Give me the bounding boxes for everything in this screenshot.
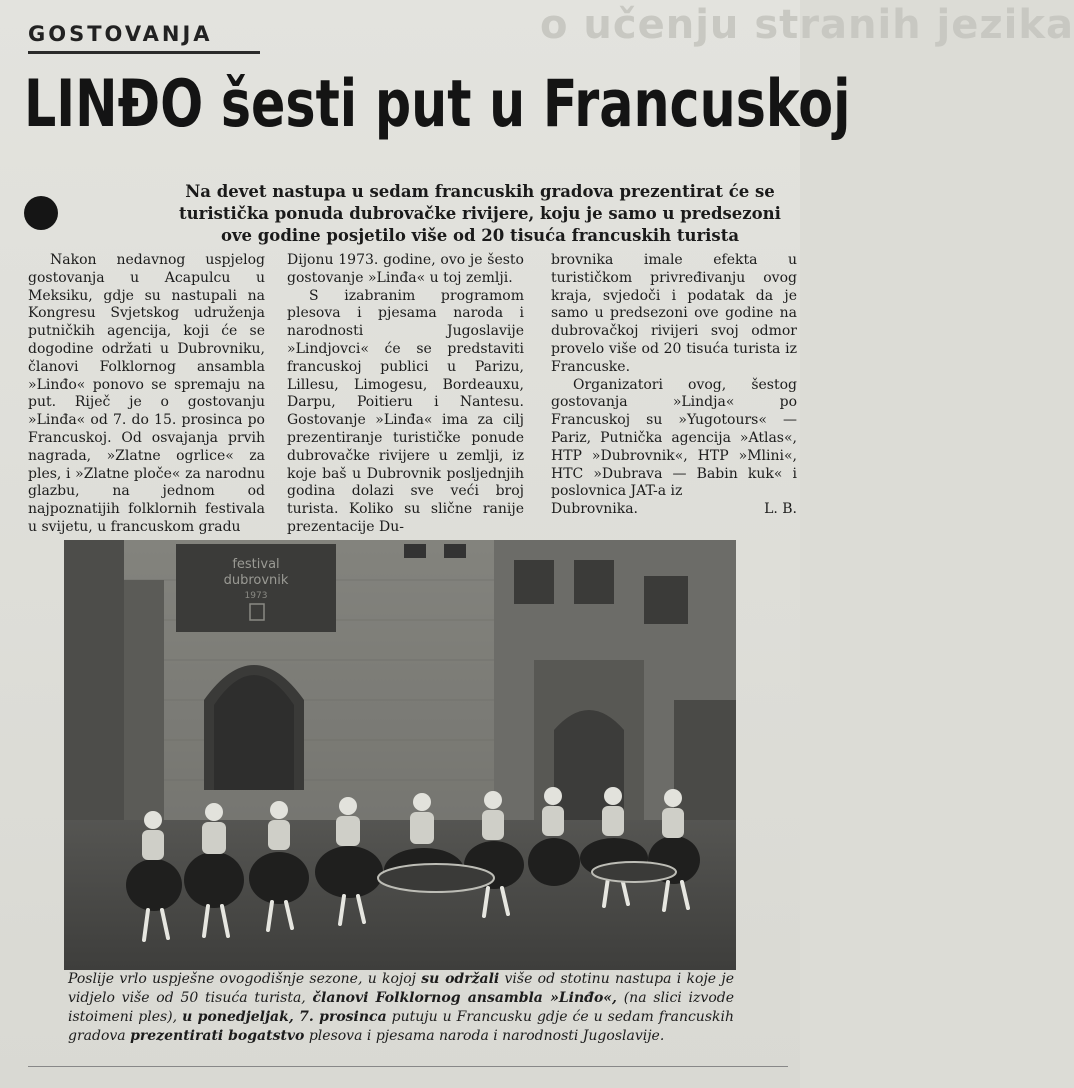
column-3-last-line — [551, 501, 797, 519]
article-columns — [28, 252, 798, 535]
column-3-last-word: Dubrovnika. — [551, 501, 639, 518]
photo-caption — [68, 970, 734, 1046]
caption-bold-4: prezentirati bogatstvo — [130, 1028, 305, 1044]
caption-bold-1: su održali — [421, 971, 500, 987]
column-2-paragraph-1: Dijonu 1973. godine, ovo je šesto gostovanje »Linđa« u toj zemlji. — [287, 252, 524, 286]
bottom-divider — [28, 1066, 788, 1067]
adjacent-article-bleed: o učenju stranih jezika — [540, 2, 1074, 48]
festival-banner — [176, 544, 336, 632]
banner-text-3: 1973 — [244, 591, 268, 601]
caption-bold-3: u ponedjeljak, 7. prosinca — [182, 1009, 387, 1025]
caption-part-1: Poslije vrlo uspješne ovogodišnje sezone, u kojoj — [68, 971, 422, 987]
column-2 — [287, 252, 524, 535]
lead-paragraph: Na devet nastupa u sedam francuskih gradova prezentirat će se turistička ponuda dubrovačke rivijere, koju je samo u predsezoni ove godine posjetilo više od 20 tisuća francuskih turista — [179, 182, 781, 245]
section-underline — [28, 51, 260, 54]
column-3 — [551, 252, 797, 528]
caption-bold-2: članovi Folklornog ansambla »Linđo«, — [312, 990, 617, 1006]
column-1-text: Nakon nedavnog uspjelog gostovanja u Acapulcu u Meksiku, gdje su nastupali na Kongresu Svjetskog udruženja putničkih agencija, koji će se dogodine održati u Dubrovniku, članovi Folklornog ansambla »Linđo« ponovo se spremaju na put. Riječ je o gostovanju »Linđa« od 7. do 15. prosinca po Francuskoj. Od osvajanja prvih nagrada, »Zlatne ogrlice« za ples, i »Zlatne ploče« za narodnu glazbu, na jednom od najpoznatijih folklornih festivala u svijetu, u francuskom gradu — [28, 252, 265, 535]
column-1 — [28, 252, 265, 535]
column-3-paragraph-1: brovnika imale efekta u turističkom privređivanju ovog kraja, svjedoči i podatak da je samo u predsezoni ove godine na dubrovačkoj rivijeri svoj odmor provelo više od 20 tisuća turista iz Francuske. — [551, 252, 797, 375]
bullet-dot — [24, 196, 58, 230]
caption-part-4: putuju u Francusku gdje će u sedam francuskih gradova — [68, 1009, 734, 1044]
column-2-paragraph-2: S izabranim programom plesova i pjesama naroda i narodnosti Jugoslavije »Lindjovci« će se predstaviti francuskoj publici u Parizu, Lillesu, Limogesu, Bordeauxu, Darpu, Poitieru i Nantesu. Gostovanje »Linđa« ima za cilj prezentiranje turističke ponude dubrovačke rivijere u zemlji, iz koje baš u Dubrovnik posljednjih godina dolazi sve veći broj turista. Koliko su slične ranije prezentacije Du- — [287, 287, 524, 535]
caption-part-2: više od stotinu nastupa i koje je vidjelo više od 50 tisuća turista, — [68, 971, 734, 1006]
dancers-photo-svg — [64, 540, 736, 970]
section-label: GOSTOVANJA — [28, 22, 213, 46]
caption-part-3: (na slici izvode istoimeni ples), — [68, 990, 734, 1025]
banner-text-2: dubrovnik — [223, 573, 289, 588]
article-photo — [64, 540, 736, 970]
headline: LINĐO šesti put u Francuskoj — [24, 67, 851, 142]
author-signature: L. B. — [764, 501, 797, 518]
banner-text-1: festival — [232, 557, 280, 572]
column-3-paragraph-2: Organizatori ovog, šestog gostovanja »Lindja« po Francuskoj su »Yugotours« — Pariz, Putnička agencija »Atlas«, HTP »Dubrovnik«, HTP »Mlini«, HTC »Dubrava — Babin kuk« i poslovnica JAT-a iz — [551, 376, 797, 500]
caption-part-5: plesova i pjesama naroda i narodnosti Jugoslavije. — [304, 1028, 665, 1044]
